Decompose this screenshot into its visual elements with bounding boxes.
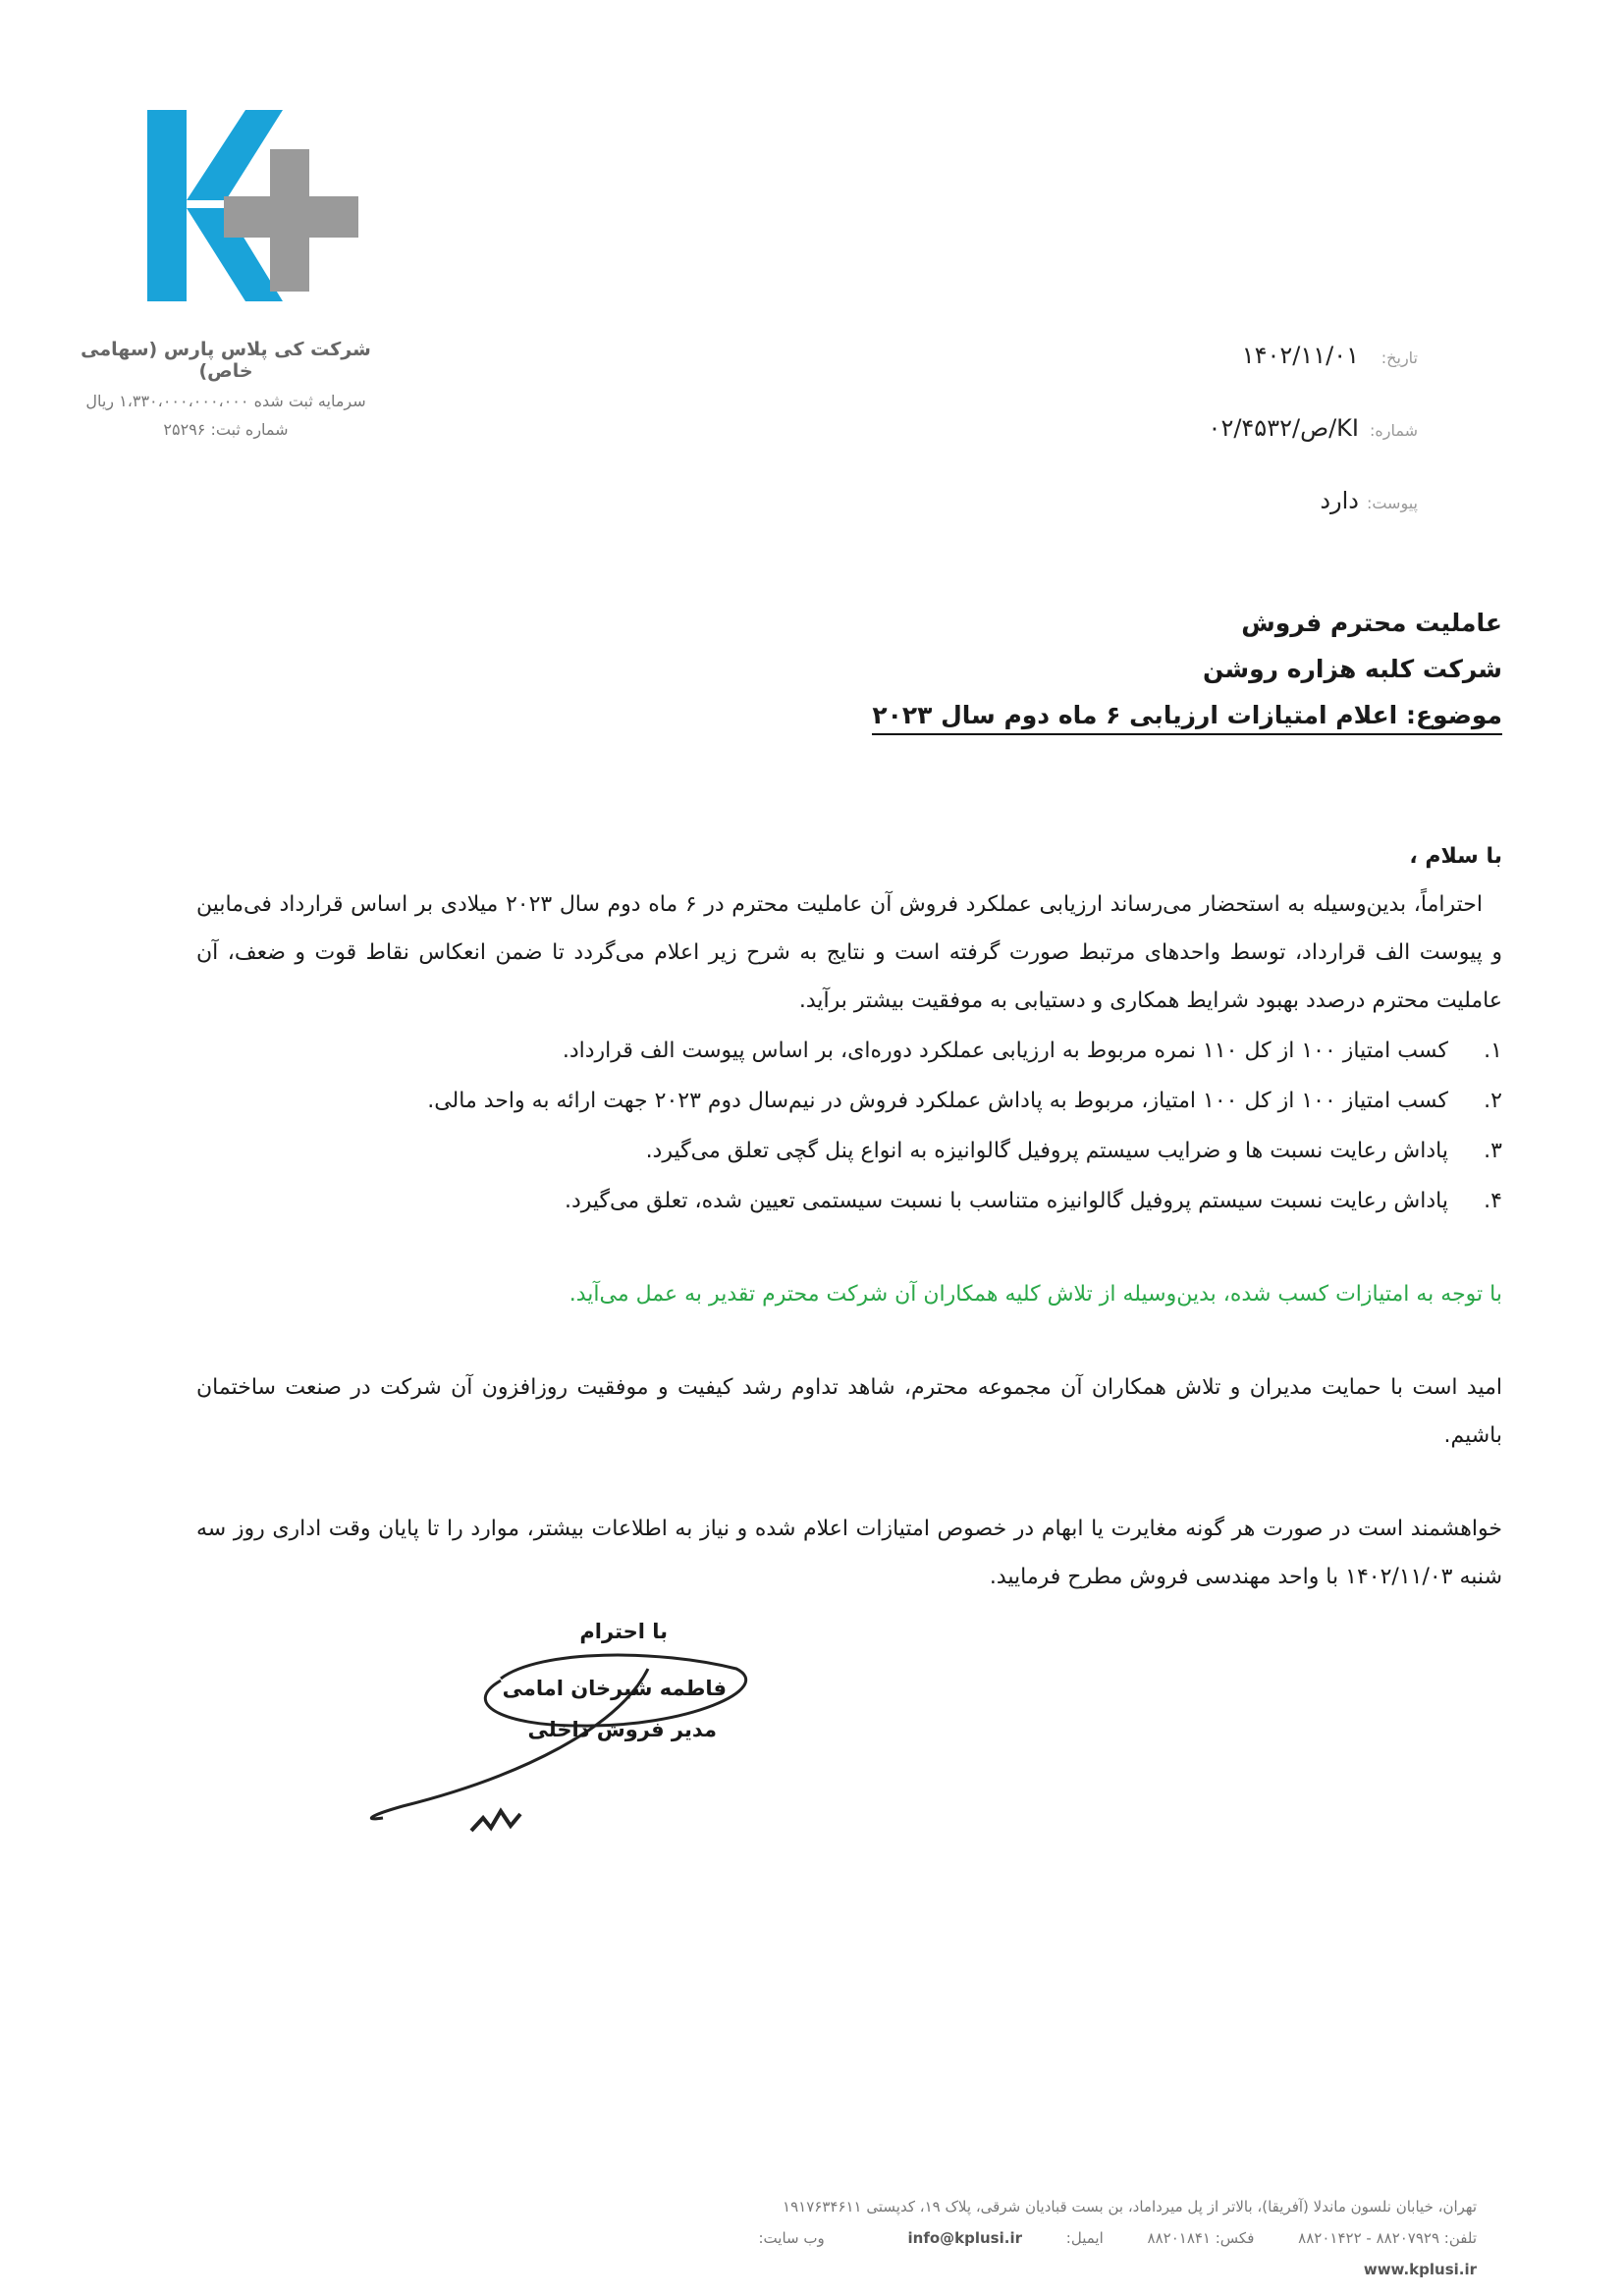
date-row (1242, 342, 1418, 369)
appreciation-line: با توجه به امتیازات کسب شده، بدین‌وسیله از تلاش کلیه همکاران آن شرکت محترم تقدیر به عمل می‌آید. (568, 1282, 1502, 1307)
footer-contacts (593, 2222, 1477, 2285)
letter-footer (593, 2191, 1477, 2285)
list-item-number: ۳. (1484, 1139, 1502, 1163)
list-item (196, 1177, 1502, 1225)
regards-text: با احترام (579, 1620, 668, 1643)
company-name: شرکت کی پلاس پارس (سهامی خاص) (81, 339, 371, 382)
results-list (196, 1027, 1502, 1225)
greeting: با سلام ، (1409, 844, 1502, 869)
number-value: KI/ص/۰۲/۴۵۳۲ (1208, 414, 1359, 442)
list-item-text: کسب امتیاز ۱۰۰ از کل ۱۰۰ امتیاز، مربوط به پاداش عملکرد فروش در نیم‌سال دوم ۲۰۲۳ جهت ارائه به واحد مالی. (427, 1089, 1448, 1113)
attachment-value: دارد (1320, 487, 1359, 514)
date-value: ۱۴۰۲/۱۱/۰۱ (1241, 342, 1359, 369)
footer-website: www.kplusi.ir (1363, 2261, 1477, 2278)
subject-text: موضوع: اعلام امتیازات ارزیابی ۶ ماه دوم سال ۲۰۲۳ (872, 701, 1502, 735)
hope-paragraph: امید است با حمایت مدیران و تلاش همکاران آن مجموعه محترم، شاهد تداوم رشد کیفیت و موفقیت روزافزون آن شرکت در صنعت ساختمان باشیم. (196, 1375, 1502, 1448)
letter-body (196, 832, 1502, 1601)
footer-email-label: ایمیل: (1065, 2229, 1104, 2247)
attachment-row (1320, 487, 1418, 514)
list-item-number: ۱. (1484, 1039, 1502, 1063)
list-item-text: کسب امتیاز ۱۰۰ از کل ۱۱۰ نمره مربوط به ارزیابی عملکرد دوره‌ای، بر اساس پیوست الف قرارداد. (562, 1039, 1448, 1063)
request-paragraph: خواهشمند است در صورت هر گونه مغایرت یا ابهام در خصوص امتیازات اعلام شده و نیاز به اطلاعات بیشتر، موارد را تا پایان وقت اداری روز سه شنبه ۱۴۰۲/۱۱/۰۳ با واحد مهندسی فروش مطرح فرمایید. (196, 1517, 1502, 1589)
signer-title: مدیر فروش داخلی (527, 1718, 717, 1741)
company-registration: شماره ثبت: ۲۵۲۹۶ (163, 420, 289, 439)
kplus-logo (147, 110, 358, 301)
footer-phone: تلفن: ۸۸۲۰۷۹۲۹ - ۸۸۲۰۱۴۲۲ (1298, 2229, 1477, 2247)
list-item (196, 1027, 1502, 1075)
list-item-number: ۴. (1484, 1189, 1502, 1213)
footer-fax: فکس: ۸۸۲۰۱۸۴۱ (1147, 2229, 1255, 2247)
company-capital: سرمایه ثبت شده ۱،۳۳۰،۰۰۰،۰۰۰،۰۰۰ ریال (85, 392, 366, 410)
list-item-text: پاداش رعایت نسبت ها و ضرایب سیستم پروفیل گالوانیزه به انواع پنل گچی تعلق می‌گیرد. (645, 1139, 1448, 1163)
addressee-line2: شرکت کلبه هزاره روشن (1203, 655, 1502, 683)
list-item (196, 1127, 1502, 1175)
subject-line (422, 701, 1502, 729)
footer-email-group (869, 2229, 1104, 2247)
attachment-label: پیوست: (1366, 494, 1418, 512)
number-label: شماره: (1369, 421, 1418, 440)
number-row (1209, 414, 1418, 442)
company-info (69, 339, 383, 449)
intro-paragraph: احتراماً، بدین‌وسیله به استحضار می‌رساند ارزیابی عملکرد فروش آن عاملیت محترم در ۶ ماه دوم سال ۲۰۲۳ میلادی بر اساس قرارداد فی‌مابین و پیوست الف قرارداد، توسط واحدهای مرتبط صورت گرفته است و نتایج به شرح زیر اعلام می‌گردد تا ضمن انعکاس نقاط قوت و ضعف، آن عاملیت محترم درصدد بهبود شرایط همکاری و دستیابی به موفقیت بیشتر برآید. (196, 892, 1502, 1013)
addressee-line1: عاملیت محترم فروش (1241, 609, 1502, 637)
footer-address: تهران، خیابان نلسون ماندلا (آفریقا)، بالاتر از پل میرداماد، بن بست قبادیان شرقی، پلاک ۱۹، کدپستی ۱۹۱۷۶۳۴۶۱۱ (783, 2198, 1477, 2216)
closing-block (363, 1610, 756, 1865)
list-item-number: ۲. (1484, 1089, 1502, 1113)
list-item-text: پاداش رعایت نسبت سیستم پروفیل گالوانیزه متناسب با نسبت سیستمی تعیین شده، تعلق می‌گیرد. (564, 1189, 1448, 1213)
footer-website-label: وب سایت: (758, 2229, 825, 2247)
footer-email: info@kplusi.ir (907, 2229, 1022, 2247)
date-label: تاریخ: (1380, 348, 1418, 367)
addressee-block (422, 609, 1502, 747)
list-item (196, 1077, 1502, 1125)
signer-name: فاطمه شیرخان امامی (502, 1677, 727, 1700)
